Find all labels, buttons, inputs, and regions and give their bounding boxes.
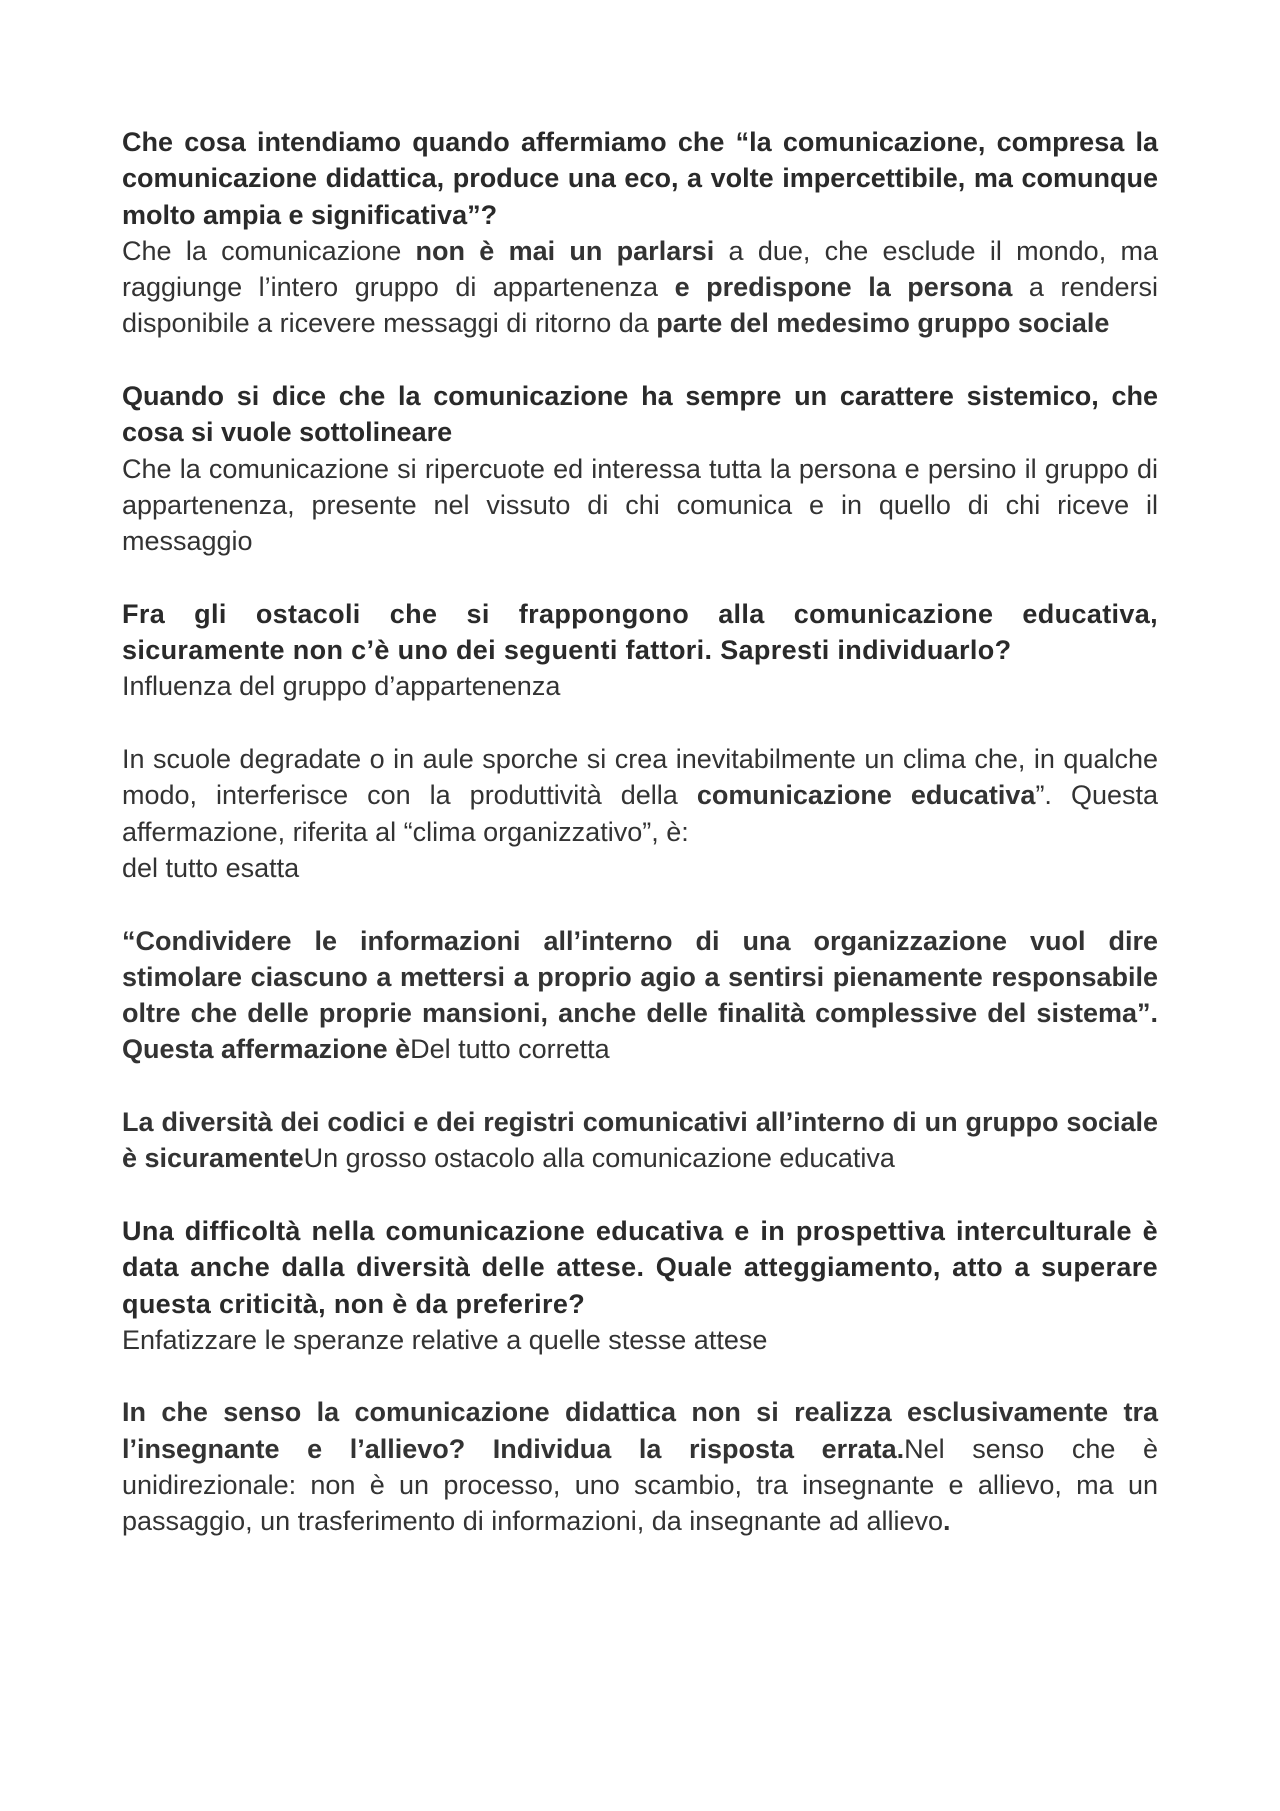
question-emphasis: comunicazione educativa bbox=[696, 780, 1036, 811]
qa-item bbox=[122, 923, 1158, 1068]
answer-end-punctuation: . bbox=[943, 1506, 951, 1537]
answer-segment: a rendersi disponibile a ricevere messaggi di ritorno da bbox=[122, 272, 1158, 339]
qa-item bbox=[122, 741, 1158, 886]
qa-item bbox=[122, 1394, 1158, 1539]
question-text: “Condividere le informazioni all’interno di una organizzazione vuol dire stimolare ciascuno a mettersi a proprio agio a sentirsi pienamente responsabile oltre che delle proprie mansioni, anche delle finalità complessive del sistema”. Questa affermazione è bbox=[122, 925, 1158, 1065]
question-text: Quando si dice che la comunicazione ha sempre un carattere sistemico, che cosa si vuole sottolineare bbox=[122, 381, 1158, 448]
qa-item bbox=[122, 596, 1158, 705]
answer-emphasis: e predispone la persona bbox=[674, 272, 1013, 303]
question-text: In che senso la comunicazione didattica non si realizza esclusivamente tra l’insegnante e l’allievo? Individua la risposta errata. bbox=[122, 1397, 1158, 1464]
answer-emphasis: parte del medesimo gruppo sociale bbox=[656, 308, 1110, 339]
qa-item bbox=[122, 124, 1158, 342]
answer-emphasis: non è mai un parlarsi bbox=[415, 235, 715, 266]
question-segment: ”. Questa affermazione, riferita al “clima organizzativo”, è: bbox=[122, 780, 1158, 847]
answer-text: Enfatizzare le speranze relative a quelle stesse attese bbox=[122, 1324, 768, 1355]
question-text: La diversità dei codici e dei registri comunicativi all’interno di un gruppo sociale è sicuramente bbox=[122, 1107, 1158, 1174]
answer-text: Influenza del gruppo d’appartenenza bbox=[122, 671, 561, 702]
question-segment: In scuole degradate o in aule sporche si crea inevitabilmente un clima che, in qualche modo, interferisce con la produttività della bbox=[122, 744, 1158, 811]
qa-item bbox=[122, 378, 1158, 559]
question-text: Fra gli ostacoli che si frappongono alla comunicazione educativa, sicuramente non c’è uno dei seguenti fattori. Sapresti individuarlo? bbox=[122, 598, 1158, 666]
question-text: Che cosa intendiamo quando affermiamo che “la comunicazione, compresa la comunicazione didattica, produce una eco, a volte impercettibile, ma comunque molto ampia e significativa”? bbox=[122, 127, 1158, 230]
document-body bbox=[122, 124, 1158, 1540]
question-with-answer bbox=[122, 1394, 1158, 1539]
answer-text: del tutto esatta bbox=[122, 852, 300, 883]
qa-item bbox=[122, 1104, 1158, 1177]
answer-segment: a due, che esclude il mondo, ma raggiunge l’intero gruppo di appartenenza bbox=[122, 235, 1158, 303]
answer-text: Che la comunicazione si ripercuote ed interessa tutta la persona e persino il gruppo di appartenenza, presente nel vissuto di chi comunica e in quello di chi riceve il messaggio bbox=[122, 453, 1158, 557]
question-text: Una difficoltà nella comunicazione educativa e in prospettiva interculturale è data anche dalla diversità delle attese. Quale atteggiamento, atto a superare questa criticità, non è da preferire? bbox=[122, 1215, 1158, 1319]
question-text bbox=[122, 741, 1158, 850]
qa-item bbox=[122, 1213, 1158, 1358]
answer-text: Un grosso ostacolo alla comunicazione educativa bbox=[303, 1143, 895, 1174]
answer-segment: Che la comunicazione bbox=[122, 235, 416, 266]
question-with-answer bbox=[122, 923, 1158, 1068]
answer-text: Del tutto corretta bbox=[410, 1034, 610, 1065]
answer-text bbox=[122, 233, 1158, 342]
question-with-answer bbox=[122, 1104, 1158, 1177]
answer-text: Nel senso che è unidirezionale: non è un processo, uno scambio, tra insegnante e allievo, ma un passaggio, un trasferimento di informazioni, da insegnante ad allievo bbox=[122, 1433, 1158, 1537]
